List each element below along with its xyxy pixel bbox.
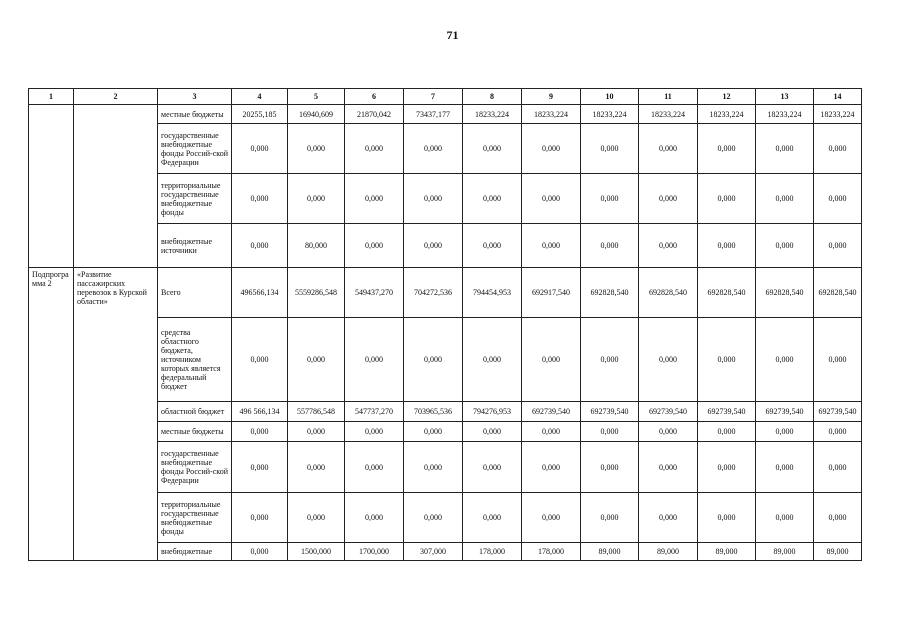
value-cell: 0,000 — [522, 318, 581, 402]
source-label-cell: местные бюджеты — [158, 422, 232, 442]
value-cell: 178,000 — [522, 543, 581, 561]
value-cell: 0,000 — [581, 493, 639, 543]
value-cell: 549437,270 — [345, 268, 404, 318]
value-cell: 18233,224 — [463, 105, 522, 124]
value-cell: 0,000 — [232, 442, 288, 493]
value-cell: 73437,177 — [404, 105, 463, 124]
value-cell: 0,000 — [404, 318, 463, 402]
value-cell: 0,000 — [404, 422, 463, 442]
value-cell: 0,000 — [345, 442, 404, 493]
value-cell: 0,000 — [522, 224, 581, 268]
value-cell: 0,000 — [232, 174, 288, 224]
value-cell: 0,000 — [232, 318, 288, 402]
value-cell: 0,000 — [581, 422, 639, 442]
value-cell: 692739,540 — [581, 402, 639, 422]
value-cell: 0,000 — [288, 174, 345, 224]
value-cell: 692739,540 — [698, 402, 756, 422]
value-cell: 0,000 — [756, 224, 814, 268]
value-cell: 0,000 — [404, 442, 463, 493]
header-cell: 10 — [581, 89, 639, 105]
value-cell: 0,000 — [639, 174, 698, 224]
source-label-cell: внебюджетные — [158, 543, 232, 561]
value-cell: 692917,540 — [522, 268, 581, 318]
header-row — [29, 89, 862, 105]
header-cell: 8 — [463, 89, 522, 105]
value-cell: 18233,224 — [639, 105, 698, 124]
source-label-cell: государственные внебюджетные фонды Россий-ской Федерации — [158, 124, 232, 174]
value-cell: 18233,224 — [756, 105, 814, 124]
source-label-cell: областной бюджет — [158, 402, 232, 422]
value-cell: 307,000 — [404, 543, 463, 561]
value-cell: 0,000 — [232, 422, 288, 442]
value-cell: 0,000 — [814, 124, 862, 174]
value-cell: 0,000 — [345, 493, 404, 543]
value-cell: 0,000 — [814, 442, 862, 493]
value-cell: 0,000 — [463, 174, 522, 224]
header-cell: 14 — [814, 89, 862, 105]
value-cell: 0,000 — [639, 442, 698, 493]
value-cell: 0,000 — [232, 493, 288, 543]
value-cell: 0,000 — [345, 318, 404, 402]
value-cell: 704272,536 — [404, 268, 463, 318]
value-cell: 0,000 — [639, 493, 698, 543]
value-cell: 0,000 — [288, 124, 345, 174]
value-cell: 0,000 — [581, 224, 639, 268]
value-cell: 0,000 — [756, 422, 814, 442]
source-label-cell: государственные внебюджетные фонды Россий-ской Федерации — [158, 442, 232, 493]
value-cell: 692739,540 — [756, 402, 814, 422]
value-cell: 0,000 — [756, 442, 814, 493]
table-row — [29, 105, 862, 124]
header-cell: 9 — [522, 89, 581, 105]
header-cell: 5 — [288, 89, 345, 105]
value-cell: 0,000 — [522, 422, 581, 442]
value-cell: 0,000 — [814, 224, 862, 268]
source-label-cell: местные бюджеты — [158, 105, 232, 124]
value-cell: 0,000 — [463, 224, 522, 268]
value-cell: 0,000 — [345, 224, 404, 268]
value-cell: 18233,224 — [814, 105, 862, 124]
value-cell: 18233,224 — [522, 105, 581, 124]
value-cell: 0,000 — [463, 124, 522, 174]
value-cell: 0,000 — [698, 318, 756, 402]
program-cell: Подпрогра мма 2 — [29, 268, 74, 561]
value-cell: 496566,134 — [232, 268, 288, 318]
header-cell: 13 — [756, 89, 814, 105]
value-cell: 0,000 — [581, 318, 639, 402]
value-cell: 0,000 — [404, 124, 463, 174]
value-cell: 0,000 — [698, 124, 756, 174]
value-cell: 0,000 — [522, 442, 581, 493]
value-cell: 0,000 — [404, 174, 463, 224]
value-cell: 692828,540 — [698, 268, 756, 318]
value-cell: 557786,548 — [288, 402, 345, 422]
value-cell: 692828,540 — [581, 268, 639, 318]
header-cell: 4 — [232, 89, 288, 105]
value-cell: 18233,224 — [698, 105, 756, 124]
value-cell: 0,000 — [814, 493, 862, 543]
value-cell: 0,000 — [814, 422, 862, 442]
header-cell: 7 — [404, 89, 463, 105]
value-cell: 496 566,134 — [232, 402, 288, 422]
value-cell: 692828,540 — [756, 268, 814, 318]
value-cell: 0,000 — [698, 224, 756, 268]
value-cell: 0,000 — [522, 174, 581, 224]
value-cell: 0,000 — [463, 318, 522, 402]
value-cell: 0,000 — [756, 493, 814, 543]
value-cell: 0,000 — [581, 124, 639, 174]
value-cell: 89,000 — [698, 543, 756, 561]
page-number: 71 — [446, 28, 459, 42]
value-cell: 16940,609 — [288, 105, 345, 124]
value-cell: 0,000 — [756, 124, 814, 174]
value-cell: 0,000 — [698, 493, 756, 543]
source-label-cell: территориальные государственные внебюджетные фонды — [158, 174, 232, 224]
program-name-cell: «Развитие пассажирских перевозок в Курской области» — [74, 268, 158, 561]
value-cell: 0,000 — [522, 493, 581, 543]
value-cell: 0,000 — [288, 422, 345, 442]
source-label-cell: территориальные государственные внебюджетные фонды — [158, 493, 232, 543]
value-cell: 0,000 — [404, 224, 463, 268]
value-cell: 1500,000 — [288, 543, 345, 561]
value-cell: 0,000 — [288, 442, 345, 493]
header-cell: 3 — [158, 89, 232, 105]
value-cell: 0,000 — [698, 442, 756, 493]
header-cell: 2 — [74, 89, 158, 105]
value-cell: 178,000 — [463, 543, 522, 561]
value-cell: 0,000 — [639, 422, 698, 442]
value-cell: 0,000 — [756, 318, 814, 402]
value-cell: 692739,540 — [639, 402, 698, 422]
value-cell: 89,000 — [756, 543, 814, 561]
value-cell: 0,000 — [581, 442, 639, 493]
value-cell: 0,000 — [345, 422, 404, 442]
value-cell: 0,000 — [814, 174, 862, 224]
value-cell: 794276,953 — [463, 402, 522, 422]
value-cell: 0,000 — [756, 174, 814, 224]
value-cell: 0,000 — [639, 124, 698, 174]
value-cell: 20255,185 — [232, 105, 288, 124]
value-cell: 0,000 — [639, 224, 698, 268]
value-cell: 703965,536 — [404, 402, 463, 422]
value-cell: 21870,042 — [345, 105, 404, 124]
value-cell: 0,000 — [345, 124, 404, 174]
table-row — [29, 268, 862, 318]
value-cell: 0,000 — [463, 493, 522, 543]
header-cell: 12 — [698, 89, 756, 105]
value-cell: 89,000 — [639, 543, 698, 561]
value-cell: 89,000 — [581, 543, 639, 561]
value-cell: 1700,000 — [345, 543, 404, 561]
source-label-cell: внебюджетные источники — [158, 224, 232, 268]
header-cell: 11 — [639, 89, 698, 105]
value-cell: 0,000 — [522, 124, 581, 174]
value-cell: 18233,224 — [581, 105, 639, 124]
value-cell: 0,000 — [814, 318, 862, 402]
value-cell: 0,000 — [404, 493, 463, 543]
value-cell: 0,000 — [345, 174, 404, 224]
program-name-cell — [74, 105, 158, 268]
value-cell: 692828,540 — [639, 268, 698, 318]
value-cell: 89,000 — [814, 543, 862, 561]
value-cell: 0,000 — [232, 124, 288, 174]
value-cell: 0,000 — [698, 422, 756, 442]
value-cell: 0,000 — [463, 422, 522, 442]
value-cell: 5559286,548 — [288, 268, 345, 318]
value-cell: 0,000 — [288, 318, 345, 402]
value-cell: 0,000 — [639, 318, 698, 402]
source-label-cell: средства областного бюджета, источником которых является федеральный бюджет — [158, 318, 232, 402]
value-cell: 0,000 — [288, 493, 345, 543]
value-cell: 692739,540 — [814, 402, 862, 422]
header-cell: 6 — [345, 89, 404, 105]
value-cell: 0,000 — [581, 174, 639, 224]
budget-table — [28, 88, 862, 561]
value-cell: 692739,540 — [522, 402, 581, 422]
value-cell: 0,000 — [232, 543, 288, 561]
value-cell: 0,000 — [232, 224, 288, 268]
value-cell: 0,000 — [463, 442, 522, 493]
value-cell: 692828,540 — [814, 268, 862, 318]
source-label-cell: Всего — [158, 268, 232, 318]
program-cell — [29, 105, 74, 268]
value-cell: 0,000 — [698, 174, 756, 224]
value-cell: 80,000 — [288, 224, 345, 268]
header-cell: 1 — [29, 89, 74, 105]
value-cell: 547737,270 — [345, 402, 404, 422]
value-cell: 794454,953 — [463, 268, 522, 318]
